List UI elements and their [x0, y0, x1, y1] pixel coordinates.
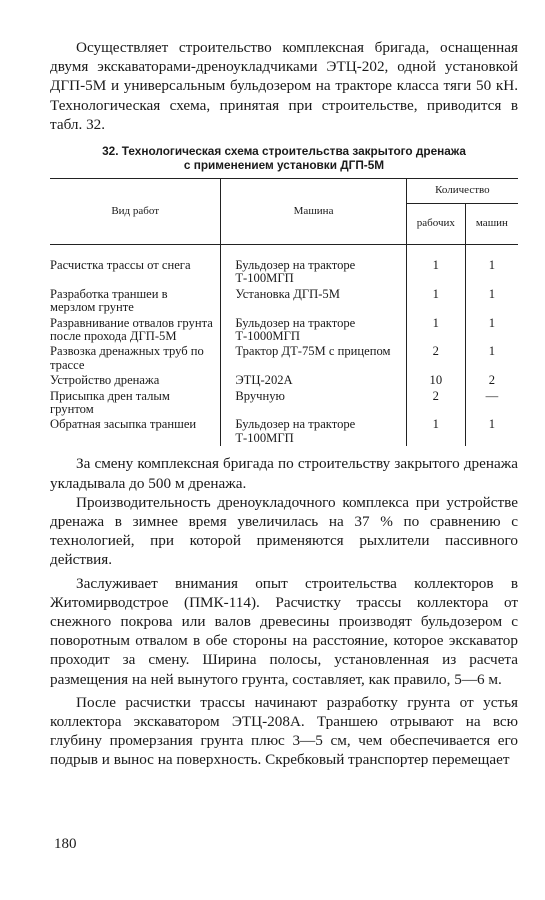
header-machine: Машина [221, 179, 406, 245]
cell-workers: 2 [406, 344, 465, 373]
cell-machines: 1 [488, 344, 496, 359]
cell-machine: ЭТЦ-202А [221, 373, 406, 388]
paragraph-excavation: После расчистки трассы начинают разработку грунта от устья коллектора экскаватором ЭТЦ-208А. Траншею отрывают на всю глубину промерзания грунта плюс 3—5 см, чем обеспечивается его подрыв и вынос на поверхность. Скребковый транспортер перемещает [50, 693, 518, 769]
cell-machines: 1 [488, 417, 496, 432]
table-caption-line2: с применением установки ДГП-5М [183, 158, 385, 173]
table-caption-line1: 32. Технологическая схема строительства закрытого дренажа [102, 144, 466, 159]
header-workers: рабочих [406, 204, 465, 245]
cell-machine: Трактор ДТ-75М с прицепом [221, 344, 406, 373]
technology-table [50, 178, 518, 446]
cell-machine: Бульдозер на тракторе Т-1000МГП [221, 316, 406, 345]
table-row [50, 344, 518, 373]
cell-work: Развозка дренажных труб по трассе [50, 344, 204, 372]
page-content [50, 38, 518, 770]
table-row [50, 245, 518, 287]
cell-machines: 1 [488, 286, 496, 301]
paragraph-experience: Заслуживает внимания опыт строительства коллекторов в Житомирводстрое (ПМК-114). Расчистку трассы коллектора от снежного покрова или валов древесины производят бульдозером с поворотным отвалом в обе стороны на расстояние, которое экскаватор проходит за смену. Ширина полосы, установленная из расчета размещения на ней вынутого грунта, составляет, как правило, 5—6 м. [50, 574, 518, 688]
cell-machine: Бульдозер на тракторе Т-100МГП [221, 417, 406, 446]
table-row [50, 417, 518, 446]
cell-work: Разработка траншеи в мерзлом грунте [50, 286, 168, 315]
paragraph-productivity: Производительность дреноукладочного комплекса при устройстве дренажа в зимнее время увеличилась на 37 % по сравнению с технологией, при которой применяются рыхлители пассивного действия. [50, 493, 518, 569]
cell-work: Обратная засыпка траншеи [50, 417, 197, 432]
cell-workers: 2 [406, 389, 465, 418]
header-work: Вид работ [50, 179, 221, 245]
cell-work: Разравнивание отвалов грунта после прохода ДГП-5М [50, 315, 213, 344]
cell-machines: — [485, 388, 499, 403]
header-quantity: Количество [406, 179, 518, 204]
cell-machine: Установка ДГП-5М [221, 287, 406, 316]
cell-machines: 1 [488, 315, 496, 330]
paragraph-intro: Осуществляет строительство комплексная бригада, оснащенная двумя экскаваторами-дреноукладчиками ЭТЦ-202, одной установкой ДГП-5М и универсальным бульдозером на тракторе класса тяги 50 кН. Технологическая схема, принятая при строительстве, приводится в табл. 32. [50, 39, 518, 133]
table-row [50, 373, 518, 388]
cell-machines: 2 [488, 373, 496, 388]
cell-work: Присыпка дрен талым грунтом [50, 388, 170, 417]
cell-work: Расчистка трассы от снега [50, 258, 191, 273]
header-machines: машин [465, 204, 518, 245]
cell-workers: 10 [406, 373, 465, 388]
table-row [50, 287, 518, 316]
cell-machine: Бульдозер на тракторе Т-100МГП [221, 245, 406, 287]
paragraph-shift-output: За смену комплексная бригада по строительству закрытого дренажа укладывала до 500 м дренажа. [50, 455, 518, 492]
cell-workers: 1 [406, 417, 465, 446]
cell-machines: 1 [488, 258, 496, 273]
page-number: 180 [54, 836, 77, 852]
cell-workers: 1 [406, 287, 465, 316]
table-row [50, 316, 518, 345]
cell-workers: 1 [406, 245, 465, 287]
cell-work: Устройство дренажа [50, 373, 160, 388]
cell-workers: 1 [406, 316, 465, 345]
table-caption [50, 144, 518, 172]
table-row [50, 389, 518, 418]
cell-machine: Вручную [221, 389, 406, 418]
